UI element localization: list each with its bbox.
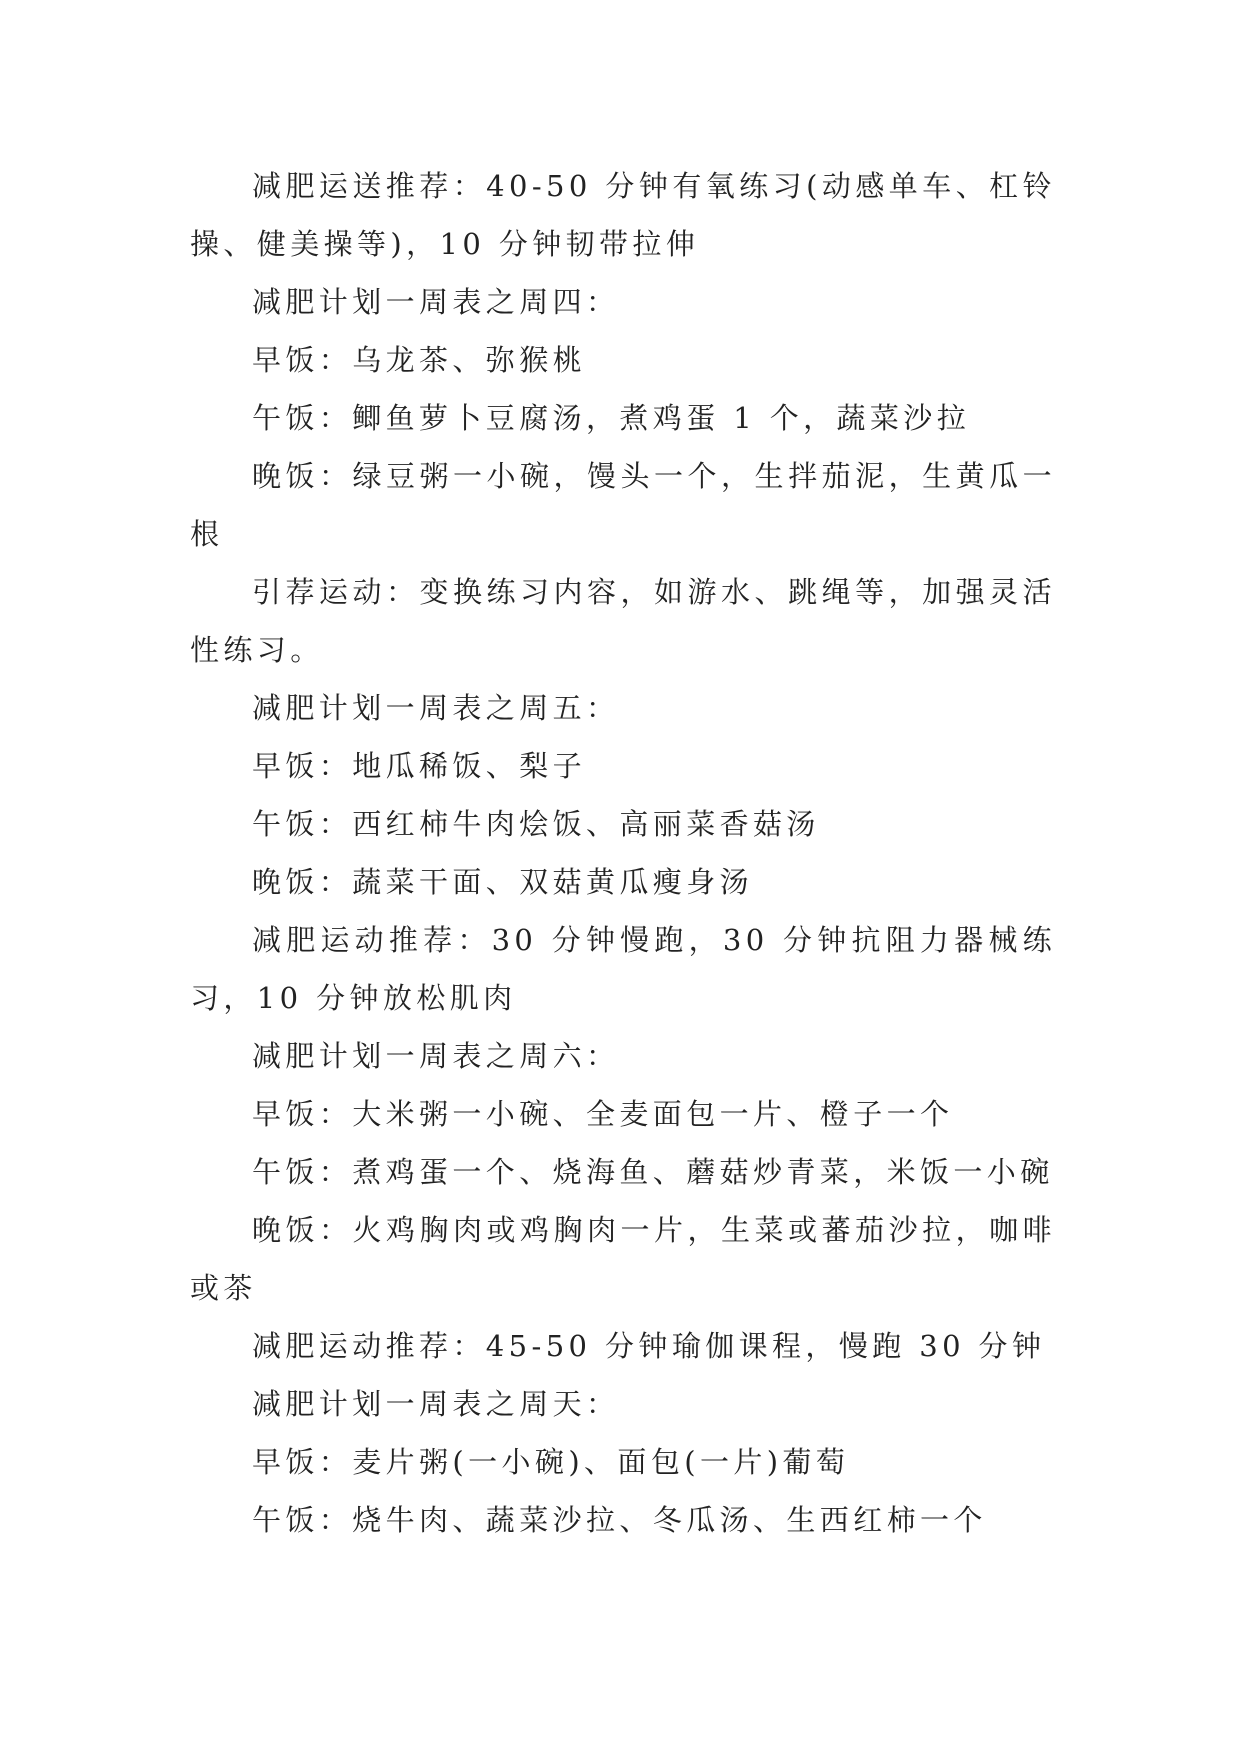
thursday-dinner: 晚饭：绿豆粥一小碗，馒头一个，生拌茄泥，生黄瓜一根 — [190, 459, 1056, 551]
friday-exercise: 减肥运动推荐：30 分钟慢跑，30 分钟抗阻力器械练习，10 分钟放松肌肉 — [190, 923, 1056, 1015]
saturday-dinner: 晚饭：火鸡胸肉或鸡胸肉一片，生菜或蕃茄沙拉，咖啡或茶 — [190, 1213, 1056, 1305]
heading-thursday: 减肥计划一周表之周四： — [252, 285, 620, 319]
friday-breakfast: 早饭：地瓜稀饭、梨子 — [252, 749, 587, 783]
friday-dinner: 晚饭：蔬菜干面、双菇黄瓜瘦身汤 — [252, 865, 754, 899]
thursday-lunch: 午饭：鲫鱼萝卜豆腐汤，煮鸡蛋 1 个，蔬菜沙拉 — [252, 401, 971, 435]
friday-lunch: 午饭：西红柿牛肉烩饭、高丽菜香菇汤 — [252, 807, 820, 841]
saturday-lunch: 午饭：煮鸡蛋一个、烧海鱼、蘑菇炒青菜，米饭一小碗 — [252, 1155, 1054, 1189]
thursday-exercise: 引荐运动：变换练习内容，如游水、跳绳等，加强灵活性练习。 — [190, 575, 1056, 667]
sunday-lunch: 午饭：烧牛肉、蔬菜沙拉、冬瓜汤、生西红柿一个 — [252, 1503, 987, 1537]
sunday-breakfast: 早饭：麦片粥(一小碗)、面包(一片)葡萄 — [252, 1445, 850, 1479]
heading-sunday: 减肥计划一周表之周天： — [252, 1387, 620, 1421]
thursday-breakfast: 早饭：乌龙茶、弥猴桃 — [252, 343, 587, 377]
heading-friday: 减肥计划一周表之周五： — [252, 691, 620, 725]
saturday-exercise: 减肥运动推荐：45-50 分钟瑜伽课程，慢跑 30 分钟 — [252, 1329, 1046, 1363]
heading-saturday: 减肥计划一周表之周六： — [252, 1039, 620, 1073]
saturday-breakfast: 早饭：大米粥一小碗、全麦面包一片、橙子一个 — [252, 1097, 954, 1131]
paragraph-exercise-wednesday: 减肥运送推荐：40-50 分钟有氧练习(动感单车、杠铃操、健美操等)，10 分钟韧带拉伸 — [190, 169, 1056, 261]
document-body — [190, 157, 1056, 1549]
